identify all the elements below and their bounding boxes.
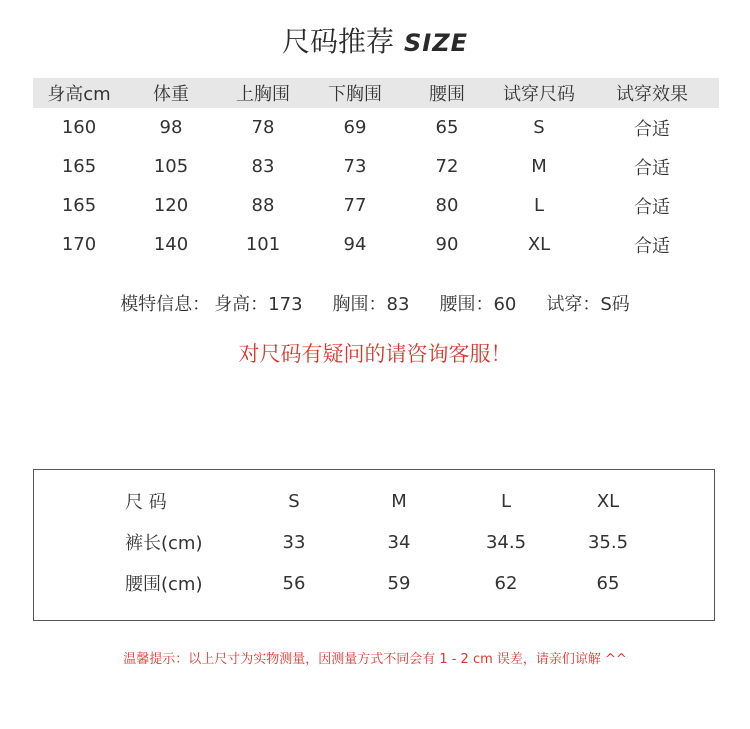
table-cell: 62 bbox=[494, 572, 518, 594]
table-cell: 165 bbox=[61, 195, 97, 216]
pants-header-m: M bbox=[391, 490, 407, 512]
table-cell: 94 bbox=[343, 234, 367, 255]
table-cell: L bbox=[533, 195, 545, 216]
title-en: SIZE bbox=[404, 29, 469, 57]
table-cell: 88 bbox=[251, 195, 275, 216]
table-cell: XL bbox=[527, 234, 551, 255]
table-row bbox=[34, 527, 716, 557]
table-cell: M bbox=[531, 156, 547, 177]
pants-waist-label: 腰围(cm) bbox=[125, 574, 203, 595]
header-under-chest: 下胸围 bbox=[328, 84, 382, 105]
size-recommendation-table bbox=[33, 78, 719, 264]
table-cell: 59 bbox=[387, 572, 411, 594]
table-cell: S bbox=[533, 117, 545, 138]
model-info bbox=[0, 292, 750, 318]
pants-size-table bbox=[33, 469, 715, 621]
pants-length-label: 裤长(cm) bbox=[125, 533, 203, 554]
table-cell: 83 bbox=[251, 156, 275, 177]
table-cell: 35.5 bbox=[587, 531, 629, 553]
table-cell: 101 bbox=[245, 234, 281, 255]
table-cell: 69 bbox=[343, 117, 367, 138]
model-height: 身高：173 bbox=[214, 294, 303, 315]
pants-header-xl: XL bbox=[596, 490, 620, 512]
model-chest: 胸围：83 bbox=[332, 294, 410, 315]
table-cell: 合适 bbox=[634, 196, 670, 218]
table-cell: 合适 bbox=[634, 235, 670, 257]
header-weight: 体重 bbox=[153, 84, 189, 105]
table-header bbox=[33, 78, 719, 108]
table-cell: 34 bbox=[387, 531, 411, 553]
table-row bbox=[33, 186, 719, 225]
table-cell: 170 bbox=[61, 234, 97, 255]
pants-header-l: L bbox=[500, 490, 512, 512]
table-cell: 33 bbox=[282, 531, 306, 553]
table-row bbox=[33, 225, 719, 264]
model-info-label: 模特信息： bbox=[120, 294, 211, 315]
table-cell: 73 bbox=[343, 156, 367, 177]
table-row bbox=[34, 568, 716, 598]
model-waist: 腰围：60 bbox=[439, 294, 517, 315]
pants-header-label: 尺 码 bbox=[125, 492, 167, 513]
header-tried-size: 试穿尺码 bbox=[503, 84, 575, 105]
table-cell: 80 bbox=[435, 195, 459, 216]
table-cell: 合适 bbox=[634, 157, 670, 179]
table-cell: 65 bbox=[596, 572, 620, 594]
table-cell: 72 bbox=[435, 156, 459, 177]
measurement-tip: 温馨提示：以上尺寸为实物测量，因测量方式不同会有 1 - 2 cm 误差，请亲们谅解 ^^ bbox=[123, 652, 627, 667]
title-cn: 尺码推荐 bbox=[281, 25, 394, 58]
table-row bbox=[33, 147, 719, 186]
header-upper-chest: 上胸围 bbox=[236, 84, 290, 105]
pants-header-row bbox=[34, 486, 716, 516]
table-cell: 165 bbox=[61, 156, 97, 177]
table-cell: 65 bbox=[435, 117, 459, 138]
table-cell: 56 bbox=[282, 572, 306, 594]
table-cell: 98 bbox=[159, 117, 183, 138]
size-question-notice: 对尺码有疑问的请咨询客服！ bbox=[238, 342, 512, 366]
table-cell: 34.5 bbox=[485, 531, 527, 553]
model-tried-size: 试穿：S码 bbox=[546, 294, 630, 315]
table-cell: 合适 bbox=[634, 118, 670, 140]
table-row bbox=[33, 108, 719, 147]
table-cell: 78 bbox=[251, 117, 275, 138]
table-cell: 77 bbox=[343, 195, 367, 216]
table-cell: 140 bbox=[153, 234, 189, 255]
header-waist: 腰围 bbox=[429, 84, 465, 105]
page-title bbox=[0, 22, 750, 63]
header-height: 身高cm bbox=[47, 84, 111, 105]
table-cell: 120 bbox=[153, 195, 189, 216]
table-cell: 160 bbox=[61, 117, 97, 138]
table-cell: 90 bbox=[435, 234, 459, 255]
pants-header-s: S bbox=[288, 490, 300, 512]
table-cell: 105 bbox=[153, 156, 189, 177]
header-fit-result: 试穿效果 bbox=[616, 84, 688, 105]
